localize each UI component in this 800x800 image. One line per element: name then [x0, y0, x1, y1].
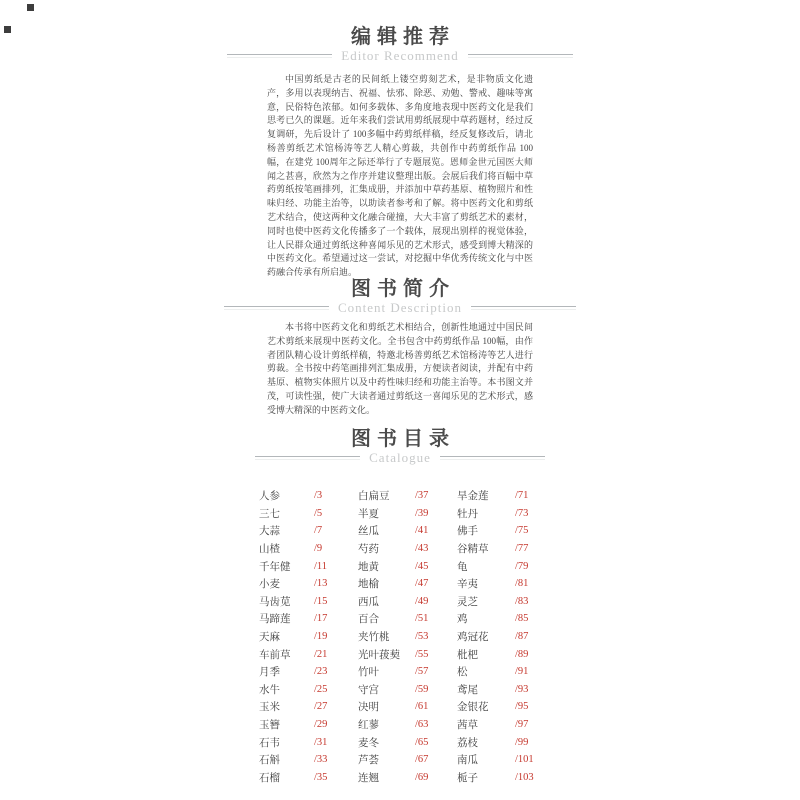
toc-item-name: 大蒜	[259, 526, 280, 538]
toc-item-page: /93	[515, 683, 529, 695]
toc-item-page: /5	[314, 507, 323, 519]
toc-item-name: 鸡	[457, 614, 468, 626]
toc-item-name: 佛手	[457, 526, 478, 538]
toc-item-name: 千年健	[259, 561, 291, 573]
toc-item-name: 人参	[259, 491, 280, 503]
toc-item-page: /57	[415, 666, 429, 678]
toc-item-name: 南瓜	[457, 755, 478, 767]
toc-item-name: 西瓜	[358, 596, 379, 608]
toc-item-page: /53	[415, 631, 429, 643]
toc-item-page: /95	[515, 701, 529, 713]
toc-item-page: /47	[415, 578, 429, 590]
toc-item-name: 鸢尾	[457, 684, 478, 696]
toc-item-name: 石榴	[259, 772, 280, 784]
toc-item-page: /43	[415, 543, 429, 555]
editor-recommend-paragraph: 中国剪纸是古老的民间纸上镂空剪刻艺术，是非物质文化遗产，多用以表现纳吉、祝福、怯邪、除恶、劝勉、警戒、趣味等寓意，民俗特色浓郁。如何多载体、多角度地表现中医药文化是我们思考已久的课题。近年来我们尝试用剪纸展现中草药题材，经过反复调研，先后设计了 100多幅中药剪纸样稿，经反复修改后，请北杨善剪纸艺术馆杨涛等艺人精心剪裁，共创作中药剪纸作品 100幅，在建党 100周年之际还举行了专题展览。恩师金世元国医大师闻之甚喜，欣然为之作序并建议整理出版。会展后我们将百幅中草药剪纸按笔画排列，汇集成册，并添加中草药基原、植物照片和性味归经、功能主治等，以助读者参考和了解。将中医药文化和剪纸艺术结合，使这两种文化融合碰撞，大大丰富了剪纸艺术的素材，同时也使中医药文化传播多了一个载体，展现出别样的视觉体验，让人民群众通过剪纸这种喜闻乐见的艺术形式，感受到博大精深的中医药文化。希望通过这一尝试，对挖掘中华优秀传统文化与中医药融合传承有所启迪。	[267, 74, 533, 278]
toc-item-page: /85	[515, 613, 529, 625]
section-title-cn: 图书目录	[351, 428, 455, 450]
toc-item-name: 金银花	[457, 702, 489, 714]
toc-item-name: 茜草	[457, 720, 478, 732]
toc-item-name: 松	[457, 667, 468, 679]
toc-item-name: 月季	[259, 667, 280, 679]
toc-item-name: 枇杷	[457, 649, 478, 661]
toc-item-name: 栀子	[457, 772, 478, 784]
toc-item-page: /75	[515, 525, 529, 537]
toc-item-name: 石斛	[259, 755, 280, 767]
section-content-description	[0, 280, 800, 418]
toc-item-page: /21	[314, 648, 328, 660]
section-title-cn: 编辑推荐	[351, 26, 455, 48]
toc-item-name: 山楂	[259, 544, 280, 556]
toc-item-name: 鸡冠花	[457, 632, 489, 644]
toc-item-name: 灵芝	[457, 596, 478, 608]
toc-item-name: 小麦	[259, 579, 280, 591]
toc-item-page: /65	[415, 736, 429, 748]
toc-item-page: /35	[314, 771, 328, 783]
divider-line	[224, 306, 329, 310]
toc-item-name: 谷精草	[457, 544, 489, 556]
section-editor-recommend	[0, 28, 800, 280]
toc-item-page: /27	[314, 701, 328, 713]
toc-item-page: /33	[314, 754, 328, 766]
section-title-cn: 图书简介	[351, 278, 455, 300]
section-title-en: Editor Recommend	[341, 48, 459, 63]
toc-item-name: 天麻	[259, 632, 280, 644]
toc-item-name: 决明	[358, 702, 379, 714]
toc-item-page: /51	[415, 613, 429, 625]
toc-item-name: 竹叶	[358, 667, 379, 679]
toc-item-name: 地榆	[358, 579, 379, 591]
divider-line	[440, 456, 545, 460]
toc-item-page: /49	[415, 595, 429, 607]
section-subtitle-row	[0, 49, 800, 63]
toc-item-name: 车前草	[259, 649, 291, 661]
toc-item-page: /63	[415, 719, 429, 731]
toc-item-name: 马齿苋	[259, 596, 291, 608]
toc-item-page: /39	[415, 507, 429, 519]
divider-line	[471, 306, 576, 310]
toc-item-page: /89	[515, 648, 529, 660]
toc-item-name: 石韦	[259, 737, 280, 749]
toc-item-page: /37	[415, 490, 429, 502]
toc-item-name: 半夏	[358, 508, 379, 520]
toc-item-page: /71	[515, 490, 529, 502]
toc-item-page: /69	[415, 771, 429, 783]
toc-item-name: 辛夷	[457, 579, 478, 591]
toc-item-name: 白扁豆	[358, 491, 390, 503]
toc-item-name: 百合	[358, 614, 379, 626]
toc-item-name: 玉簪	[259, 720, 280, 732]
toc-item-page: /77	[515, 543, 529, 555]
toc-item-name: 守宫	[358, 684, 379, 696]
toc-item-page: /97	[515, 719, 529, 731]
toc-item-page: /19	[314, 631, 328, 643]
toc-item-name: 丝瓜	[358, 526, 379, 538]
toc-item-page: /3	[314, 490, 323, 502]
toc-item-name: 荔枝	[457, 737, 478, 749]
toc-item-page: /73	[515, 507, 529, 519]
section-subtitle-row	[0, 451, 800, 465]
toc-item-page: /61	[415, 701, 429, 713]
divider-line	[468, 54, 573, 58]
toc-item-name: 旱金莲	[457, 491, 489, 503]
toc-item-name: 光叶菝葜	[358, 649, 400, 661]
toc-item-page: /31	[314, 736, 328, 748]
toc-item-page: /101	[515, 754, 534, 766]
toc-item-page: /15	[314, 595, 328, 607]
toc-item-name: 夹竹桃	[358, 632, 390, 644]
toc-item-page: /13	[314, 578, 328, 590]
toc-item-name: 牡丹	[457, 508, 478, 520]
divider-line	[227, 54, 332, 58]
section-subtitle-row	[0, 301, 800, 315]
toc-item-page: /83	[515, 595, 529, 607]
toc-item-name: 马蹄莲	[259, 614, 291, 626]
toc-item-page: /23	[314, 666, 328, 678]
toc-item-page: /7	[314, 525, 323, 537]
section-title-en: Catalogue	[369, 450, 431, 465]
section-title-en: Content Description	[337, 300, 463, 315]
toc-item-page: /81	[515, 578, 529, 590]
toc-item-page: /45	[415, 560, 429, 572]
divider-line	[255, 456, 360, 460]
toc-item-name: 三七	[259, 508, 280, 520]
content-description-paragraph: 本书将中医药文化和剪纸艺术相结合，创新性地通过中国民间艺术剪纸来展现中医药文化。全书包含中药剪纸作品 100幅，由作者团队精心设计剪纸样稿，特邀北杨善剪纸艺术馆杨涛等艺人进行剪裁。全书按中药笔画排列汇集成册，方便读者阅读，并配有中药基原、植物实体照片以及中药性味归经和功能主治等。本书图文并茂，可读性强，使广大读者通过剪纸这一喜闻乐见的艺术形式，感受博大精深的中医药文化。	[267, 322, 533, 415]
toc-item-name: 龟	[457, 561, 468, 573]
toc-item-name: 连翘	[358, 772, 379, 784]
toc-item-page: /29	[314, 719, 328, 731]
section-catalogue	[0, 430, 800, 786]
toc-item-page: /67	[415, 754, 429, 766]
toc-item-page: /41	[415, 525, 429, 537]
toc-item-name: 玉米	[259, 702, 280, 714]
toc-item-page: /103	[515, 771, 534, 783]
toc-item-name: 地黄	[358, 561, 379, 573]
toc-item-page: /11	[314, 560, 328, 572]
toc-item-page: /79	[515, 560, 529, 572]
toc-item-page: /99	[515, 736, 529, 748]
toc-item-page: /59	[415, 683, 429, 695]
toc-item-page: /25	[314, 683, 328, 695]
toc-item-page: /91	[515, 666, 529, 678]
toc-item-page: /87	[515, 631, 529, 643]
print-crop-mark-top	[27, 4, 34, 11]
toc-item-name: 红蓼	[358, 720, 379, 732]
toc-item-name: 麦冬	[358, 737, 379, 749]
toc-item-name: 水牛	[259, 684, 280, 696]
toc-item-page: /9	[314, 543, 323, 555]
toc-item-name: 芍药	[358, 544, 379, 556]
toc-grid	[259, 487, 541, 786]
toc-item-name: 芦荟	[358, 755, 379, 767]
toc-item-page: /17	[314, 613, 328, 625]
toc-item-page: /55	[415, 648, 429, 660]
